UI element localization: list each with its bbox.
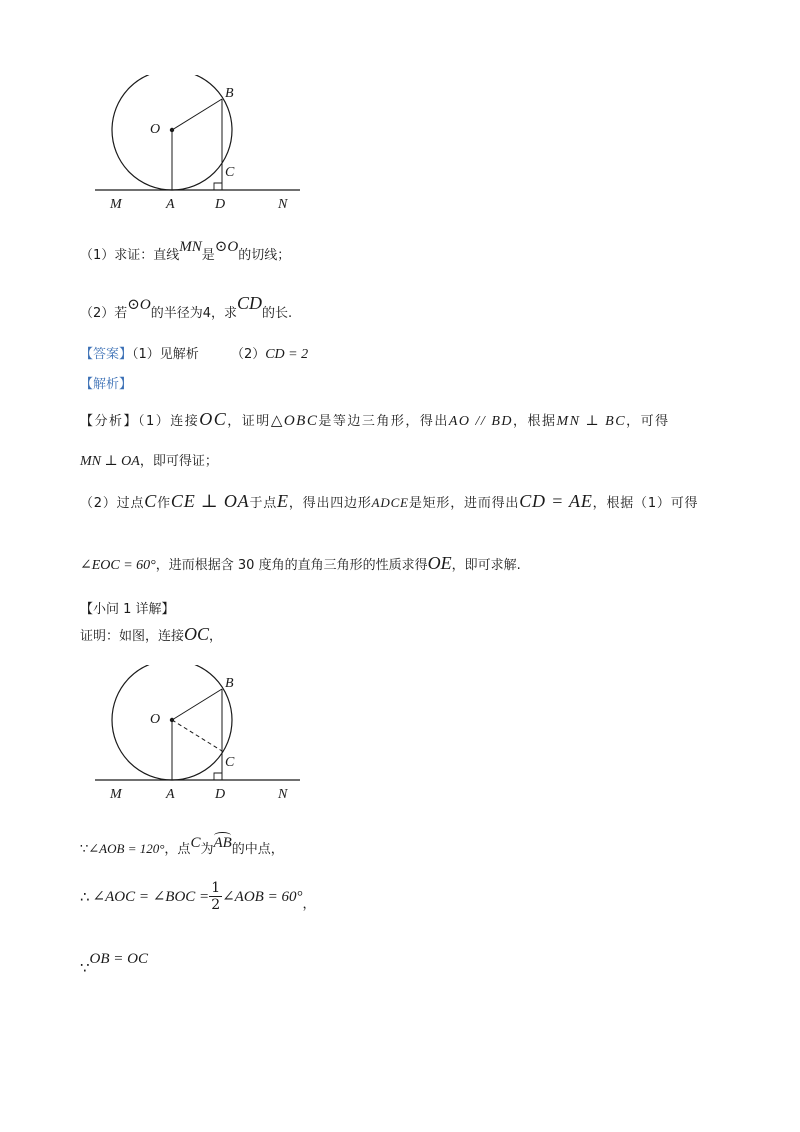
label-b: B — [225, 676, 234, 691]
label-d: D — [215, 197, 226, 212]
analysis-tag: 【解析】 — [80, 377, 133, 392]
answer-part2-label: （2） — [230, 347, 266, 362]
answer-part2-math: CD = 2 — [265, 347, 309, 362]
q2-middle: 的半径为4，求 — [150, 306, 237, 321]
fraction-numerator: 1 — [211, 880, 221, 896]
step1-c: C — [190, 835, 201, 851]
right-angle-mark — [214, 183, 222, 190]
label-m: M — [110, 787, 122, 802]
because-symbol: ∵ — [80, 842, 89, 857]
analysis-line-1 — [80, 409, 670, 430]
q2-cd: CD — [236, 293, 262, 313]
label-c: C — [225, 165, 235, 180]
label-d: D — [215, 787, 226, 802]
q2-circle-o: ⊙O — [127, 297, 151, 313]
label-n: N — [278, 787, 288, 802]
detail-tag: 【小问 1 详解】 — [80, 602, 175, 617]
analysis-lead: 【分析】（1）连接 — [80, 414, 200, 429]
step3-eq: OB = OC — [89, 951, 149, 967]
label-o: O — [150, 122, 161, 137]
analysis-l3-adce: ADCE — [371, 495, 409, 510]
figure-circle-tangent — [90, 75, 310, 215]
because-symbol-2: ∵ — [80, 959, 90, 977]
fraction-one-half — [209, 880, 222, 913]
step2-end: ， — [302, 897, 316, 912]
q1-circle-o: ⊙O — [214, 239, 239, 255]
proof-end: ， — [209, 629, 223, 644]
analysis-l3-lead: （2）过点 — [80, 496, 145, 511]
analysis-l3-c: C — [144, 491, 158, 511]
label-c: C — [225, 755, 235, 770]
q1-mn: MN — [179, 239, 202, 255]
label-o: O — [150, 712, 161, 727]
analysis-triangle-obc: △OBC — [270, 413, 319, 429]
analysis-line-4 — [80, 553, 521, 574]
q1-suffix: 的切线； — [238, 248, 291, 263]
analysis-l3-t1: 作 — [157, 496, 171, 511]
step2-rhs: ∠AOB = 60° — [222, 889, 303, 905]
answer-tag: 【答案】 — [80, 347, 133, 362]
analysis-l3-e: E — [277, 491, 289, 511]
analysis-l3-t5: ，根据（1）可得 — [592, 496, 699, 511]
label-b: B — [225, 86, 234, 101]
analysis-t4: ，可得 — [626, 414, 670, 429]
analysis-l3-perp: CE ⊥ OA — [170, 491, 250, 511]
step1-angle: ∠AOB = 120° — [88, 841, 165, 856]
label-a: A — [166, 787, 175, 802]
analysis-l3-t2: 于点 — [249, 496, 278, 511]
analysis-t3: ，根据 — [512, 414, 557, 429]
proof-oc: OC — [184, 624, 210, 644]
analysis-l3-t3: ，得出四边形 — [288, 496, 372, 511]
segment-oc-dashed — [172, 720, 222, 751]
fraction-denominator: 2 — [211, 897, 221, 913]
q1-is: 是 — [201, 248, 215, 263]
segment-ob — [172, 689, 222, 720]
label-a: A — [166, 197, 175, 212]
analysis-l3-t4: 是矩形，进而得出 — [408, 496, 520, 511]
answer-line — [80, 343, 308, 363]
step2-lhs: ∠AOC = ∠BOC = — [92, 889, 210, 905]
step-3 — [80, 948, 149, 977]
therefore-symbol: ∴ — [80, 887, 90, 906]
segment-ob — [172, 99, 222, 130]
analysis-perp-mn-oa: MN ⊥ OA — [80, 454, 140, 469]
figure-circle-oc — [90, 665, 310, 805]
analysis-l4-t2: ，即可求解. — [451, 558, 521, 573]
center-point — [170, 718, 174, 722]
center-point — [170, 128, 174, 132]
label-m: M — [110, 197, 122, 212]
analysis-l4-t1: ，进而根据含 30 度角的直角三角形的性质求得 — [155, 558, 428, 573]
q1-prefix: （1）求证：直线 — [80, 248, 180, 263]
analysis-perp-mn-bc: MN ⊥ BC — [556, 414, 627, 429]
analysis-line-2 — [80, 450, 218, 470]
proof-lead: 证明：如图，连接 — [80, 629, 185, 644]
analysis-l2-t1: ，即可得证； — [139, 454, 218, 469]
step1-arc-ab: AB — [213, 835, 232, 851]
step1-t3: 的中点， — [231, 842, 284, 857]
analysis-l4-angle: ∠EOC = 60° — [80, 558, 156, 573]
step-1 — [80, 835, 284, 858]
step-2 — [80, 880, 315, 913]
analysis-t1: ，证明 — [227, 414, 271, 429]
right-angle-mark — [214, 773, 222, 780]
question-2 — [80, 293, 293, 322]
answer-part1: （1）见解析 — [132, 347, 199, 362]
question-1 — [80, 239, 291, 264]
proof-lead-line — [80, 624, 222, 645]
analysis-l3-eq: CD = AE — [519, 491, 593, 511]
step1-t1: ，点 — [164, 842, 191, 857]
analysis-oc: OC — [199, 409, 228, 429]
q2-suffix: 的长. — [261, 306, 293, 321]
analysis-line-3 — [80, 491, 698, 512]
analysis-l4-oe: OE — [427, 553, 452, 573]
step1-t2: 为 — [200, 842, 214, 857]
q2-prefix: （2）若 — [80, 306, 128, 321]
analysis-t2: 是等边三角形，得出 — [318, 414, 449, 429]
analysis-parallel: AO // BD — [448, 414, 513, 429]
label-n: N — [278, 197, 288, 212]
